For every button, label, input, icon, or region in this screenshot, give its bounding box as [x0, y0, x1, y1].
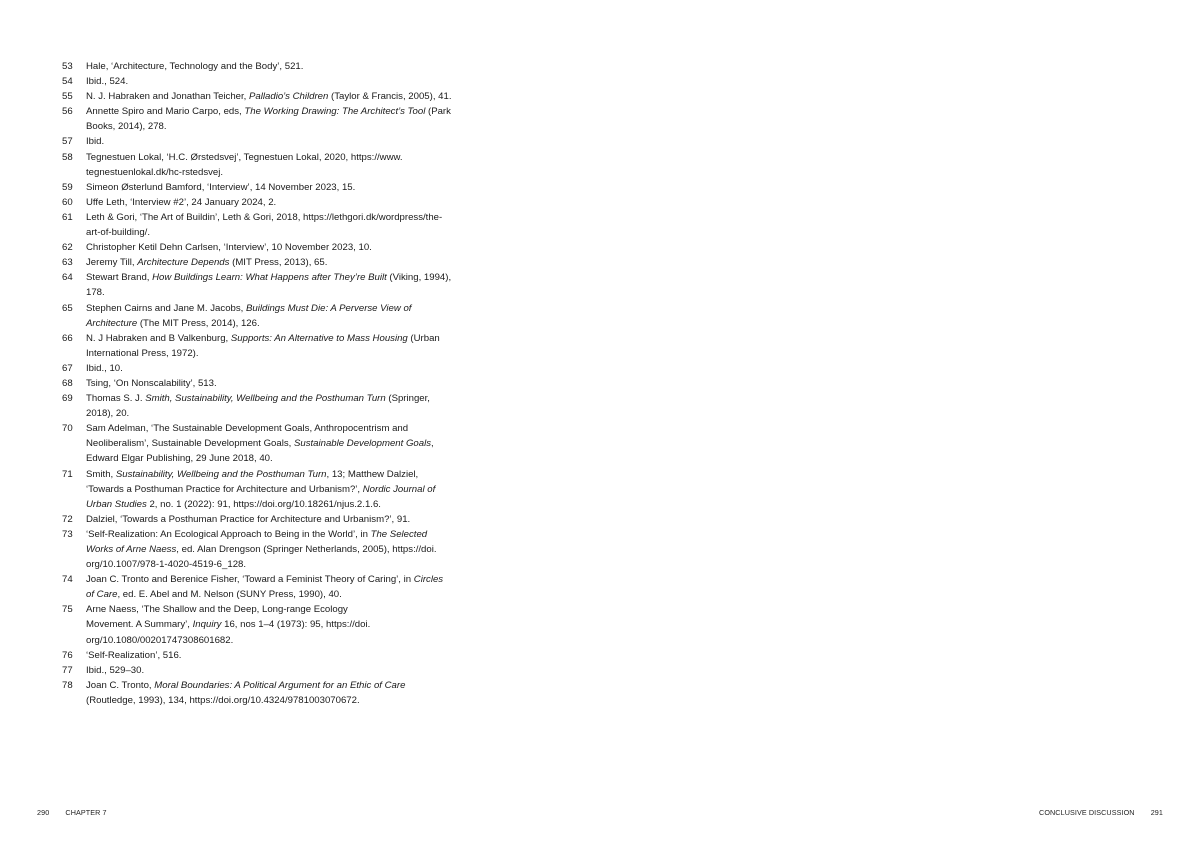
endnote-title-segment: The Selected: [370, 528, 428, 540]
endnote-line: [86, 180, 482, 195]
endnote-number: 71: [62, 468, 73, 480]
endnote-number: 59: [62, 181, 73, 193]
endnote-title-segment: Supports: An Alternative to Mass Housing: [230, 332, 408, 344]
endnote-text-segment: (Routledge, 1993), 134, https://doi.org/10.4324/9781003070672.: [86, 694, 360, 706]
endnote-title-segment: The Working Drawing: The Architect’s Tool: [244, 106, 426, 118]
endnote-title-segment: How Buildings Learn: What Happens after They’re Built: [152, 272, 387, 284]
endnote-text-segment: Tegnestuen Lokal, ‘H.C. Ørstedsvej’, Tegnestuen Lokal, 2020, https://www.: [86, 151, 403, 163]
endnote-item: [62, 210, 482, 240]
endnote-line: [86, 165, 482, 180]
endnote-line: [86, 572, 482, 587]
endnote-number: 67: [62, 362, 73, 374]
endnote-line: [86, 542, 482, 557]
endnote-title-segment: Smith, Sustainability, Wellbeing and the Posthuman Turn: [145, 393, 386, 405]
endnote-number: 75: [62, 604, 73, 616]
endnote-line: [86, 104, 482, 119]
endnote-text-segment: (MIT Press, 2013), 65.: [229, 257, 328, 269]
running-head-left: CHAPTER 7: [65, 808, 107, 817]
endnote-line: [86, 210, 482, 225]
endnote-text-segment: tegnestuenlokal.dk/hc-rstedsvej.: [86, 166, 224, 178]
endnote-item: [62, 240, 482, 255]
endnote-line: [86, 270, 482, 285]
endnote-title-segment: Architecture Depends: [137, 257, 230, 269]
endnote-text-segment: Tsing, ‘On Nonscalability’, 513.: [86, 377, 217, 389]
endnote-title-segment: Moral Boundaries: A Political Argument for an Ethic of Care: [154, 679, 406, 691]
endnote-text: [86, 240, 482, 255]
endnote-title-segment: Palladio’s Children: [249, 91, 329, 103]
endnote-text-segment: Simeon Østerlund Bamford, ‘Interview’, 14 November 2023, 15.: [86, 181, 356, 193]
endnote-text-segment: (Viking, 1994),: [386, 272, 452, 284]
endnote-text-segment: ‘Towards a Posthuman Practice for Architecture and Urbanism?’,: [86, 483, 363, 495]
endnote-item: [62, 678, 482, 708]
endnote-text-segment: Stephen Cairns and Jane M. Jacobs,: [86, 302, 246, 314]
endnote-title-segment: Architecture: [86, 317, 138, 329]
endnote-item: [62, 301, 482, 331]
endnote-item: [62, 150, 482, 180]
endnote-text: [86, 361, 482, 376]
endnote-number: 58: [62, 151, 73, 163]
endnote-text: [86, 391, 482, 421]
endnote-text: [86, 376, 482, 391]
endnote-text: [86, 195, 482, 210]
endnote-number: 64: [62, 272, 73, 284]
endnote-item: [62, 59, 482, 74]
endnote-text-segment: Ibid., 10.: [86, 362, 123, 374]
endnote-line: [86, 587, 482, 602]
endnote-line: [86, 693, 482, 708]
endnote-item: [62, 663, 482, 678]
endnote-number: 77: [62, 664, 73, 676]
endnote-item: [62, 572, 482, 602]
endnote-item: [62, 421, 482, 466]
endnote-line: [86, 436, 482, 451]
endnote-line: [86, 225, 482, 240]
page-number-right: 291: [1150, 808, 1163, 817]
endnote-line: [86, 406, 482, 421]
running-head-right: CONCLUSIVE DISCUSSION: [1039, 808, 1135, 817]
endnote-text-segment: (Taylor & Francis, 2005), 41.: [328, 91, 452, 103]
endnote-text-segment: Ibid.: [86, 136, 105, 148]
endnote-line: [86, 361, 482, 376]
endnote-line: [86, 512, 482, 527]
footer-right: [1039, 808, 1163, 817]
endnote-number: 55: [62, 91, 73, 103]
endnote-item: [62, 180, 482, 195]
endnote-title-segment: Buildings Must Die: A Perverse View of: [246, 302, 412, 314]
endnote-title-segment: Inquiry: [192, 619, 222, 631]
endnote-number: 74: [62, 574, 73, 586]
endnote-item: [62, 134, 482, 149]
endnote-item: [62, 512, 482, 527]
endnote-text-segment: (The MIT Press, 2014), 126.: [137, 317, 260, 329]
endnote-text: [86, 602, 482, 647]
endnote-text: [86, 648, 482, 663]
endnote-line: [86, 150, 482, 165]
endnote-item: [62, 255, 482, 270]
endnote-title-segment: Sustainability, Wellbeing and the Posthuman Turn: [115, 468, 327, 480]
endnote-text-segment: Smith,: [86, 468, 116, 480]
endnote-text: [86, 663, 482, 678]
endnote-text-segment: ,: [431, 438, 434, 450]
endnote-text-segment: 2018), 20.: [86, 408, 130, 420]
endnote-item: [62, 331, 482, 361]
endnote-text-segment: ‘Self-Realization: An Ecological Approach to Being in the World’, in: [86, 528, 371, 540]
endnote-item: [62, 361, 482, 376]
endnote-text-segment: (Urban: [407, 332, 440, 344]
endnote-number: 78: [62, 679, 73, 691]
endnote-text-segment: N. J Habraken and B Valkenburg,: [86, 332, 231, 344]
endnote-line: [86, 74, 482, 89]
endnote-line: [86, 467, 482, 482]
endnote-number: 70: [62, 423, 73, 435]
endnote-text-segment: Joan C. Tronto and Berenice Fisher, ‘Toward a Feminist Theory of Caring’, in: [86, 574, 414, 586]
endnote-text: [86, 104, 482, 134]
endnote-item: [62, 602, 482, 647]
endnote-line: [86, 376, 482, 391]
endnote-item: [62, 376, 482, 391]
endnote-text-segment: , ed. Alan Drengson (Springer Netherlands, 2005), https://doi.: [176, 544, 437, 555]
endnote-text-segment: International Press, 1972).: [86, 347, 199, 359]
footer-left: [37, 808, 107, 817]
endnote-line: [86, 316, 482, 331]
endnote-number: 69: [62, 393, 73, 405]
endnote-text: [86, 331, 482, 361]
endnote-text-segment: Annette Spiro and Mario Carpo, eds,: [86, 106, 245, 118]
endnote-number: 61: [62, 211, 73, 223]
endnote-line: [86, 89, 482, 104]
endnote-text-segment: org/10.1080/00201747308601682.: [86, 634, 234, 646]
endnote-number: 57: [62, 136, 73, 148]
endnote-title-segment: Circles: [413, 574, 444, 586]
endnote-text: [86, 572, 482, 602]
endnote-text-segment: ‘Self-Realization’, 516.: [86, 649, 182, 661]
endnote-text: [86, 134, 482, 149]
endnote-text-segment: N. J. Habraken and Jonathan Teicher,: [86, 91, 250, 103]
endnote-text-segment: 2, no. 1 (2022): 91, https://doi.org/10.18261/njus.2.1.6.: [146, 498, 381, 510]
endnote-item: [62, 270, 482, 300]
endnote-text-segment: org/10.1007/978-1-4020-4519-6_128.: [86, 559, 247, 571]
endnote-line: [86, 240, 482, 255]
endnote-line: [86, 119, 482, 134]
endnote-text: [86, 150, 482, 180]
endnote-text-segment: Sam Adelman, ‘The Sustainable Development Goals, Anthropocentrism and: [86, 423, 409, 435]
endnote-text-segment: Joan C. Tronto,: [86, 679, 155, 691]
endnote-text-segment: Stewart Brand,: [86, 272, 153, 284]
endnote-item: [62, 527, 482, 572]
endnote-line: [86, 331, 482, 346]
endnote-line: [86, 633, 482, 648]
endnote-text: [86, 421, 482, 466]
endnote-line: [86, 391, 482, 406]
endnote-title-segment: Sustainable Development Goals: [293, 438, 432, 450]
endnote-text-segment: (Park: [425, 106, 451, 118]
endnote-line: [86, 678, 482, 693]
endnote-text-segment: , ed. E. Abel and M. Nelson (SUNY Press, 1990), 40.: [117, 589, 342, 601]
endnote-line: [86, 602, 482, 617]
endnote-text: [86, 512, 482, 527]
endnote-title-segment: of Care: [86, 589, 118, 601]
endnote-text-segment: Edward Elgar Publishing, 29 June 2018, 40.: [86, 453, 273, 465]
endnote-text-segment: Movement. A Summary’,: [86, 619, 193, 631]
endnote-title-segment: Works of Arne Naess: [86, 544, 177, 555]
endnote-number: 63: [62, 257, 73, 269]
endnote-text-segment: 178.: [86, 287, 105, 299]
endnote-line: [86, 497, 482, 512]
endnote-title-segment: Urban Studies: [86, 498, 147, 510]
endnote-line: [86, 617, 482, 632]
endnote-item: [62, 74, 482, 89]
endnote-text: [86, 255, 482, 270]
endnote-text-segment: Hale, ‘Architecture, Technology and the Body’, 521.: [86, 61, 304, 72]
endnote-line: [86, 301, 482, 316]
endnote-text-segment: Uffe Leth, ‘Interview #2’, 24 January 2024, 2.: [86, 196, 277, 208]
endnote-text-segment: Leth & Gori, ‘The Art of Buildin’, Leth & Gori, 2018, https://lethgori.dk/wordpress/the-: [86, 211, 443, 223]
endnote-item: [62, 648, 482, 663]
endnote-number: 73: [62, 528, 73, 540]
endnote-text: [86, 467, 482, 512]
endnote-number: 53: [62, 61, 73, 72]
endnote-number: 54: [62, 76, 73, 88]
endnote-line: [86, 482, 482, 497]
endnotes-list: [62, 59, 482, 708]
endnote-number: 56: [62, 106, 73, 118]
endnote-item: [62, 195, 482, 210]
endnote-text: [86, 59, 482, 74]
endnote-item: [62, 391, 482, 421]
endnote-text: [86, 270, 482, 300]
endnote-text: [86, 527, 482, 572]
endnote-line: [86, 255, 482, 270]
endnote-text-segment: Ibid., 524.: [86, 76, 129, 88]
endnote-title-segment: Nordic Journal of: [362, 483, 436, 495]
endnote-line: [86, 59, 482, 74]
endnote-text: [86, 89, 482, 104]
endnote-text-segment: Jeremy Till,: [86, 257, 138, 269]
endnote-number: 62: [62, 242, 73, 254]
endnote-line: [86, 285, 482, 300]
endnote-number: 68: [62, 377, 73, 389]
endnote-text: [86, 678, 482, 708]
endnote-line: [86, 421, 482, 436]
endnote-text-segment: art-of-building/.: [86, 227, 150, 239]
endnote-item: [62, 467, 482, 512]
endnote-text-segment: Arne Naess, ‘The Shallow and the Deep, Long-range Ecology: [86, 604, 348, 616]
endnote-text-segment: Ibid., 529–30.: [86, 664, 145, 676]
endnote-number: 76: [62, 649, 73, 661]
endnote-text: [86, 210, 482, 240]
endnote-text: [86, 74, 482, 89]
endnote-line: [86, 648, 482, 663]
endnote-text-segment: Christopher Ketil Dehn Carlsen, ‘Interview’, 10 November 2023, 10.: [86, 242, 372, 254]
endnote-number: 66: [62, 332, 73, 344]
endnote-text-segment: Thomas S. J.: [86, 393, 146, 405]
endnote-text: [86, 301, 482, 331]
endnote-text-segment: Dalziel, ‘Towards a Posthuman Practice for Architecture and Urbanism?’, 91.: [86, 513, 411, 525]
endnote-line: [86, 663, 482, 678]
endnote-line: [86, 346, 482, 361]
endnote-number: 72: [62, 513, 73, 525]
endnote-line: [86, 527, 482, 542]
endnote-text-segment: , 13; Matthew Dalziel,: [326, 468, 419, 480]
endnote-item: [62, 89, 482, 104]
endnote-text-segment: Neoliberalism’, Sustainable Development Goals,: [86, 438, 294, 450]
endnote-number: 65: [62, 302, 73, 314]
endnote-text: [86, 180, 482, 195]
endnote-text-segment: Books, 2014), 278.: [86, 121, 167, 133]
endnote-item: [62, 104, 482, 134]
endnote-line: [86, 195, 482, 210]
endnote-line: [86, 451, 482, 466]
endnote-text-segment: (Springer,: [385, 393, 430, 405]
page-number-left: 290: [37, 808, 50, 817]
endnote-line: [86, 134, 482, 149]
endnote-number: 60: [62, 196, 73, 208]
endnote-line: [86, 557, 482, 572]
endnote-text-segment: 16, nos 1–4 (1973): 95, https://doi.: [221, 619, 371, 631]
